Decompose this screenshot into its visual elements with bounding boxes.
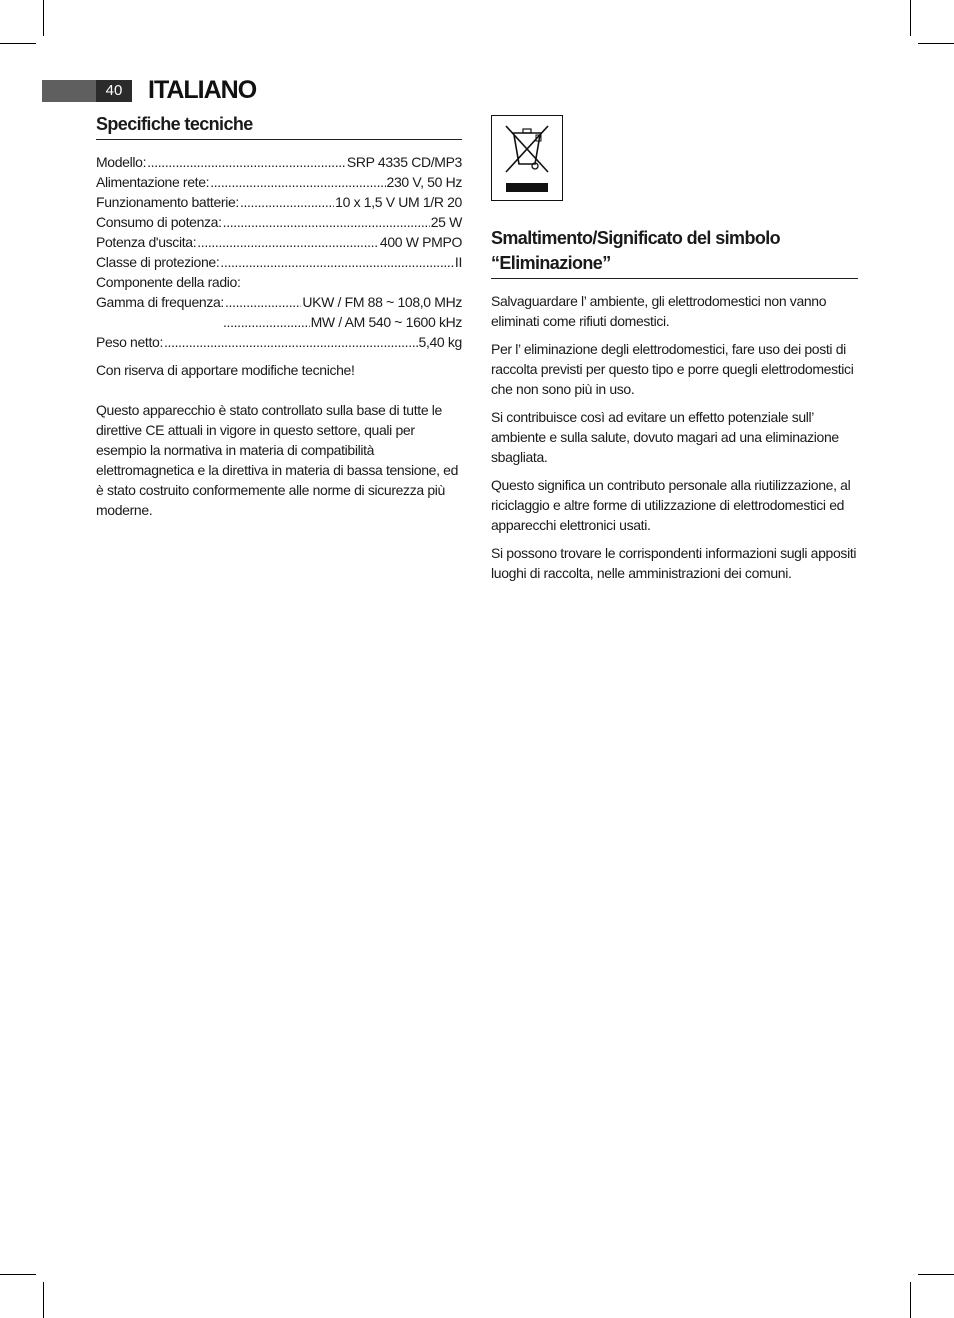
spec-value: UKW / FM 88 ~ 108,0 MHz — [302, 294, 462, 310]
spec-row — [96, 232, 462, 252]
spec-label: Consumo di potenza: — [96, 214, 222, 230]
disposal-paragraph: Per l’ eliminazione degli elettrodomestici, fare uso dei posti di raccolta previsti per questo tipo e porre quegli elettrodomestici che non sono più in uso. — [491, 341, 854, 397]
disposal-title-line1: Smaltimento/Significato del simbolo — [491, 228, 781, 248]
crop-mark — [43, 1282, 44, 1318]
crop-mark — [43, 0, 44, 36]
spec-row-frequency-fm — [96, 292, 462, 312]
spec-row-frequency-am — [96, 312, 462, 332]
spec-row — [96, 152, 462, 172]
page-number: 40 — [96, 80, 132, 102]
spec-dot-leader — [210, 172, 385, 192]
weee-bin-icon — [491, 115, 563, 201]
crop-mark — [0, 1274, 36, 1275]
disposal-title-line2: “Eliminazione” — [491, 253, 611, 273]
crossed-out-bin-icon — [492, 116, 562, 200]
spec-dot-leader — [240, 192, 334, 212]
disposal-paragraph: Questo significa un contributo personale alla riutilizzazione, al riciclaggio e altre forme di utilizzazione di elettrodomestici ed apparecchi elettronici usati. — [491, 477, 851, 533]
disposal-paragraph: Si possono trovare le corrispondenti informazioni sugli appositi luoghi di raccolta, nelle amministrazioni dei comuni. — [491, 545, 857, 581]
spec-label: Potenza d'uscita: — [96, 234, 197, 250]
spec-value: 10 x 1,5 V UM 1/R 20 — [335, 194, 462, 210]
spec-row — [96, 192, 462, 212]
disposal-column — [491, 115, 858, 591]
spec-row — [96, 172, 462, 192]
page-header-bar — [42, 80, 96, 102]
spec-dot-leader — [220, 252, 454, 272]
spec-value: 230 V, 50 Hz — [386, 174, 462, 190]
spec-row — [96, 212, 462, 232]
spec-dot-leader — [223, 212, 430, 232]
spec-label: Funzionamento batterie: — [96, 194, 239, 210]
spec-dot-leader — [164, 332, 418, 352]
spec-label: Modello: — [96, 154, 147, 170]
spec-value: SRP 4335 CD/MP3 — [346, 154, 462, 170]
crop-mark — [910, 0, 911, 36]
specs-title: Specifiche tecniche — [96, 112, 462, 140]
spec-value: MW / AM 540 ~ 1600 kHz — [310, 314, 462, 330]
crop-mark — [918, 1274, 954, 1275]
disposal-paragraph: Si contribuisce così ad evitare un effetto potenziale sull’ ambiente e sulla salute, dovuto magari ad una eliminazione sbagliata. — [491, 409, 839, 465]
crop-mark — [0, 43, 36, 44]
spec-label: Classe di protezione: — [96, 254, 220, 270]
spec-label: Peso netto: — [96, 334, 163, 350]
spec-dot-leader — [225, 292, 301, 312]
reserve-note: Con riserva di apportare modifiche tecniche! — [96, 362, 355, 378]
radio-heading — [96, 272, 462, 292]
spec-dot-leader — [223, 312, 310, 332]
language-title: ITALIANO — [148, 76, 257, 104]
crop-mark — [918, 43, 954, 44]
radio-heading-text: Componente della radio: — [96, 274, 241, 290]
spec-label: Alimentazione rete: — [96, 174, 210, 190]
spec-value: 5,40 kg — [418, 334, 462, 350]
disposal-title — [491, 226, 858, 279]
spec-row — [96, 252, 462, 272]
disposal-paragraph: Salvaguardare l’ ambiente, gli elettrodomestici non vanno eliminati come rifiuti domestici. — [491, 293, 827, 329]
spec-value: 25 W — [430, 214, 462, 230]
spec-row-weight — [96, 332, 462, 352]
conformity-paragraph: Questo apparecchio è stato controllato sulla base di tutte le direttive CE attuali in vigore in questo settore, quali per esempio la normativa in materia di compatibilità elettromagnetica e la direttiva in materia di bassa tensione, ed è stato costruito conformemente alle norme di sicurezza più moderne. — [96, 402, 459, 518]
spec-value: II — [454, 254, 462, 270]
crop-mark — [910, 1282, 911, 1318]
spec-label: Gamma di frequenza: — [96, 294, 224, 310]
spec-value: 400 W PMPO — [379, 234, 462, 250]
specs-column — [96, 112, 462, 520]
spec-dot-leader — [147, 152, 346, 172]
spec-dot-leader — [197, 232, 379, 252]
